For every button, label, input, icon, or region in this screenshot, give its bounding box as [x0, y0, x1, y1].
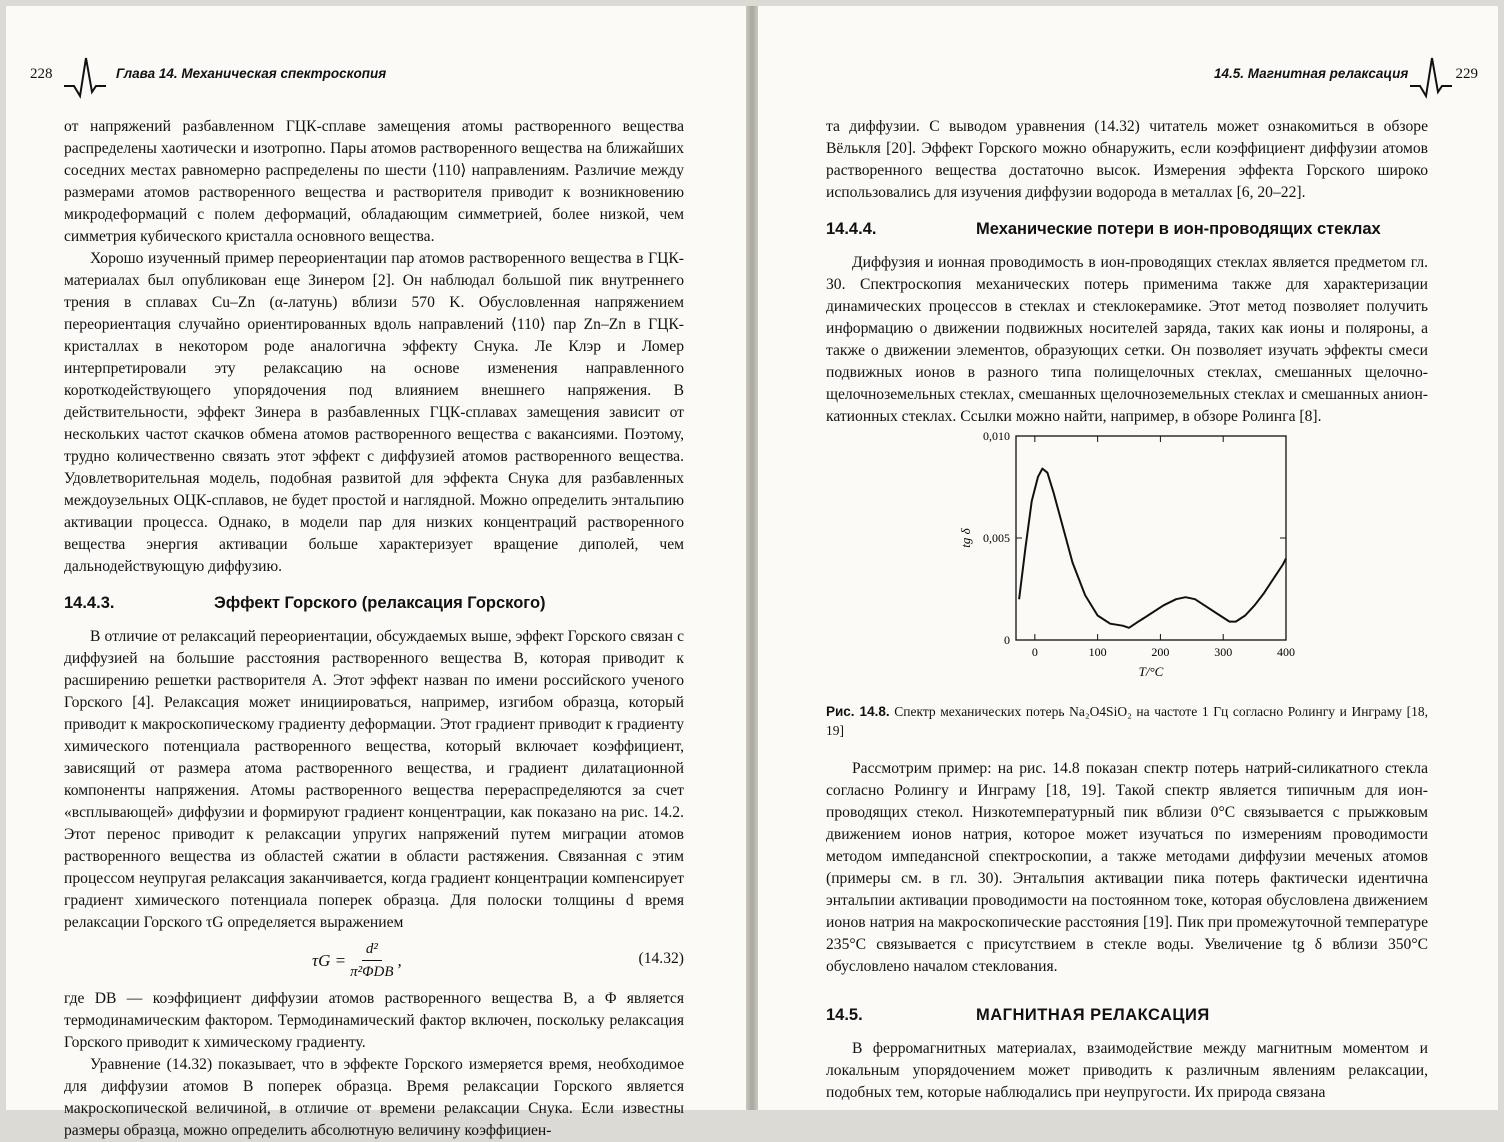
left-page — [6, 6, 746, 1139]
heartbeat-ornament-icon — [64, 52, 106, 102]
section-number: 14.4.4. — [826, 220, 877, 238]
heartbeat-ornament-icon — [1410, 52, 1452, 102]
chart-ticks — [983, 429, 1295, 659]
y-tick-label: 0 — [1004, 633, 1010, 647]
paragraph-continued-right: та диффузии. С выводом уравнения (14.32) читатель может ознакомиться в обзоре Вёлькля [20]. Эффект Горского можно обнаружить, если коэффициент диффузии атомов растворенного вещества достаточно высок. Измерения эффекта Горского широко использовались для изучения диффузии водорода в металлах [6, 20–22]. — [826, 118, 1428, 201]
y-tick-label: 0,005 — [983, 531, 1010, 545]
loss-spectrum-chart — [826, 428, 1428, 698]
equation-numerator: d² — [362, 938, 382, 961]
equation-denominator: π²ΦDB — [350, 964, 394, 980]
figure-caption — [826, 702, 1428, 740]
equation-fraction — [350, 938, 393, 983]
right-page-number: 229 — [1455, 66, 1478, 82]
section-heading-14-4-4 — [826, 218, 1428, 240]
paragraph-gorsky: В отличие от релаксаций переориентации, обсуждаемых выше, эффект Горского связан с диффузией на большие расстояния растворенного вещества B, которая приводит к расширению решетки растворителя A. Этот эффект назван по имени российского ученого Горского [4]. Релаксация может инициироваться, например, изгибом образца, который приводит к макроскопическому градиенту деформации. Этот градиент приводит к градиенту химического потенциала растворенного вещества, который включает коэффициент, зависящий от размера атома растворенного вещества, и градиент дилатационной компоненты напряжения. Атомы растворенного вещества перераспределяются за счет «всплывающей» диффузии и формируют градиент концентрации, как показано на рис. 14.2. Этот перенос приводит к релаксации упругих напряжений путем миграции атомов растворенного вещества из областей сжатии в области растяжения. Связанная с этим процессом неупругая релаксация заканчивается, когда градиент концентрации компенсирует градиент химического потенциала поперек образца. Для полоски толщины d время релаксации Горского τG определяется выражением — [64, 628, 684, 931]
y-axis-label: tg δ — [958, 528, 973, 548]
left-column — [64, 116, 684, 1142]
left-page-number: 228 — [30, 66, 53, 82]
plot-frame — [1016, 436, 1286, 640]
left-header-title: Глава 14. Механическая спектроскопия — [116, 66, 387, 81]
paragraph-glass: Диффузия и ионная проводимость в ион-проводящих стеклах является предметом гл. 30. Спектроскопия механических потерь применима также для характеризации динамических процессов в стеклах и стеклокерамике. Этот метод позволяет получить информацию о движении подвижных носителей заряда, таких как ионы и поляроны, а также о движении элементов, образующих сетки. Он позволяет изучать эффекты смеси подвижных ионов в разного типа полищелочных стеклах, смешанных щелочно-щелочноземельных стеклах, смешанных щелочноземельных стеклах и смешанных анион-катионных стеклах. Ссылки можно найти, например, в обзоре Ролинга [8]. — [826, 254, 1428, 425]
x-tick-label: 300 — [1214, 645, 1233, 659]
x-tick-label: 100 — [1088, 645, 1107, 659]
x-tick-label: 200 — [1151, 645, 1170, 659]
equation-number: (14.32) — [638, 950, 684, 967]
right-header-title: 14.5. Магнитная релаксация — [1214, 66, 1409, 81]
section-heading-14-5 — [826, 1004, 1428, 1026]
section-number: 14.5. — [826, 1006, 863, 1024]
paragraph-magnetic: В ферромагнитных материалах, взаимодействие между магнитным моментом и локальным упорядочением может приводить к различным явлениям релаксации, подобных тем, которые наблюдались при неупругости. Их природа связана — [826, 1040, 1428, 1101]
paragraph-continued: от напряжений разбавленном ГЦК-сплаве замещения атомы растворенного вещества распределены хаотически и изотропно. Пары атомов растворенного вещества на ближайших соседних местах равномерно распределены по шести ⟨110⟩ направлениям. Различие между размерами атомов растворенного вещества и растворителя приводит к возникновению микродеформаций с полем деформаций, обладающим симметрией, более низкой, чем симметрия кубического кристалла основного вещества. — [64, 118, 684, 245]
equation-lhs: τG = — [312, 950, 347, 970]
paragraph-zener: Хорошо изученный пример переориентации пар атомов растворенного вещества в ГЦК-материалах был опубликован еще Зинером [2]. Он наблюдал большой пик внутреннего трения в сплавах Cu–Zn (α-латунь) вблизи 570 K. Обусловленная напряжением переориентация случайно ориентированных вдоль направлений ⟨110⟩ пар Zn–Zn в ГЦК-кристаллах в некотором роде аналогична эффекту Снука. Ле Клэр и Ломер интерпретировали эту релаксацию на основе изменения направленного короткодействующего упорядочения под влиянием внешнего напряжения. В действительности, эффект Зинера в разбавленных ГЦК-сплавах замещения зависит от нескольких частот скачков обмена атомов растворенного вещества с вакансиями. Поэтому, трудно количественно связать этот эффект с диффузией атомов растворенного вещества. Удовлетворительная модель, подобная развитой для эффекта Снука для разбавленных междоузельных ОЦК-сплавов, не будет простой и наглядной. Можно определить энтальпию активации процесса. Однако, в модели пар для низких концентраций растворенного вещества энергия активации больше характеризует вращение диполей, чем дальнодействующую диффузию. — [64, 250, 684, 575]
figure-14-8 — [826, 428, 1428, 698]
section-number: 14.4.3. — [64, 594, 115, 612]
left-running-header — [30, 52, 706, 102]
y-tick-label: 0,010 — [983, 429, 1010, 443]
right-running-header — [798, 52, 1478, 102]
equation-14-32 — [64, 934, 684, 988]
x-axis-label: T/°C — [1138, 664, 1164, 679]
section-heading-14-4-3 — [64, 592, 684, 614]
chart-series — [1019, 469, 1286, 628]
series-line — [1019, 469, 1286, 628]
x-tick-label: 0 — [1031, 645, 1038, 659]
figure-label: Рис. 14.8. — [826, 704, 890, 719]
equation-trail: , — [397, 950, 402, 970]
equation-formula — [312, 938, 402, 983]
paragraph-gorsky-time: Уравнение (14.32) показывает, что в эффекте Горского измеряется время, необходимое для диффузии атомов B поперек образца. Время релаксации Горского является макроскопической величиной, в отличие от времени релаксации Снука. Если известны размеры образца, можно определить абсолютную величину коэффициен- — [64, 1056, 684, 1139]
right-column — [826, 116, 1428, 1104]
paragraph-example: Рассмотрим пример: на рис. 14.8 показан спектр потерь натрий-силикатного стекла согласно Ролингу и Инграму [18, 19]. Такой спектр является типичным для ион-проводящих стекол. Низкотемпературный пик вблизи 0°C связывается с прыжковым движением ионов натрия, которое может изучаться по измерениям проводимости методом импедансной спектроскопии, а также методами диффузии меченых атомов (примеры см. в гл. 30). Энтальпия активации пика потерь фактически идентична энтальпии активации проводимости на постоянном токе, которая обусловлена движением ионов натрия на макроскопические расстояния [19]. Пик при промежуточной температуре 235°C связывается с присутствием в стекле воды. Увеличение tg δ вблизи 350°C обусловлено началом стеклования. — [826, 760, 1428, 975]
paragraph-after-equation: где DB — коэффициент диффузии атомов растворенного вещества B, а Φ является термодинамическим фактором. Термодинамический фактор включен, поскольку релаксация Горского приводит к химическому градиенту. — [64, 990, 684, 1051]
figure-caption-text: Спектр механических потерь Na₂O4SiO₂ на частоте 1 Гц согласно Ролингу и Инграму [18, 19] — [826, 704, 1428, 738]
section-title: МАГНИТНАЯ РЕЛАКСАЦИЯ — [976, 1006, 1210, 1024]
section-title: Механические потери в ион-проводящих стеклах — [976, 220, 1381, 238]
right-page — [758, 6, 1498, 1110]
book-gutter — [746, 6, 758, 1110]
section-title: Эффект Горского (релаксация Горского) — [214, 594, 546, 612]
x-tick-label: 400 — [1277, 645, 1295, 659]
